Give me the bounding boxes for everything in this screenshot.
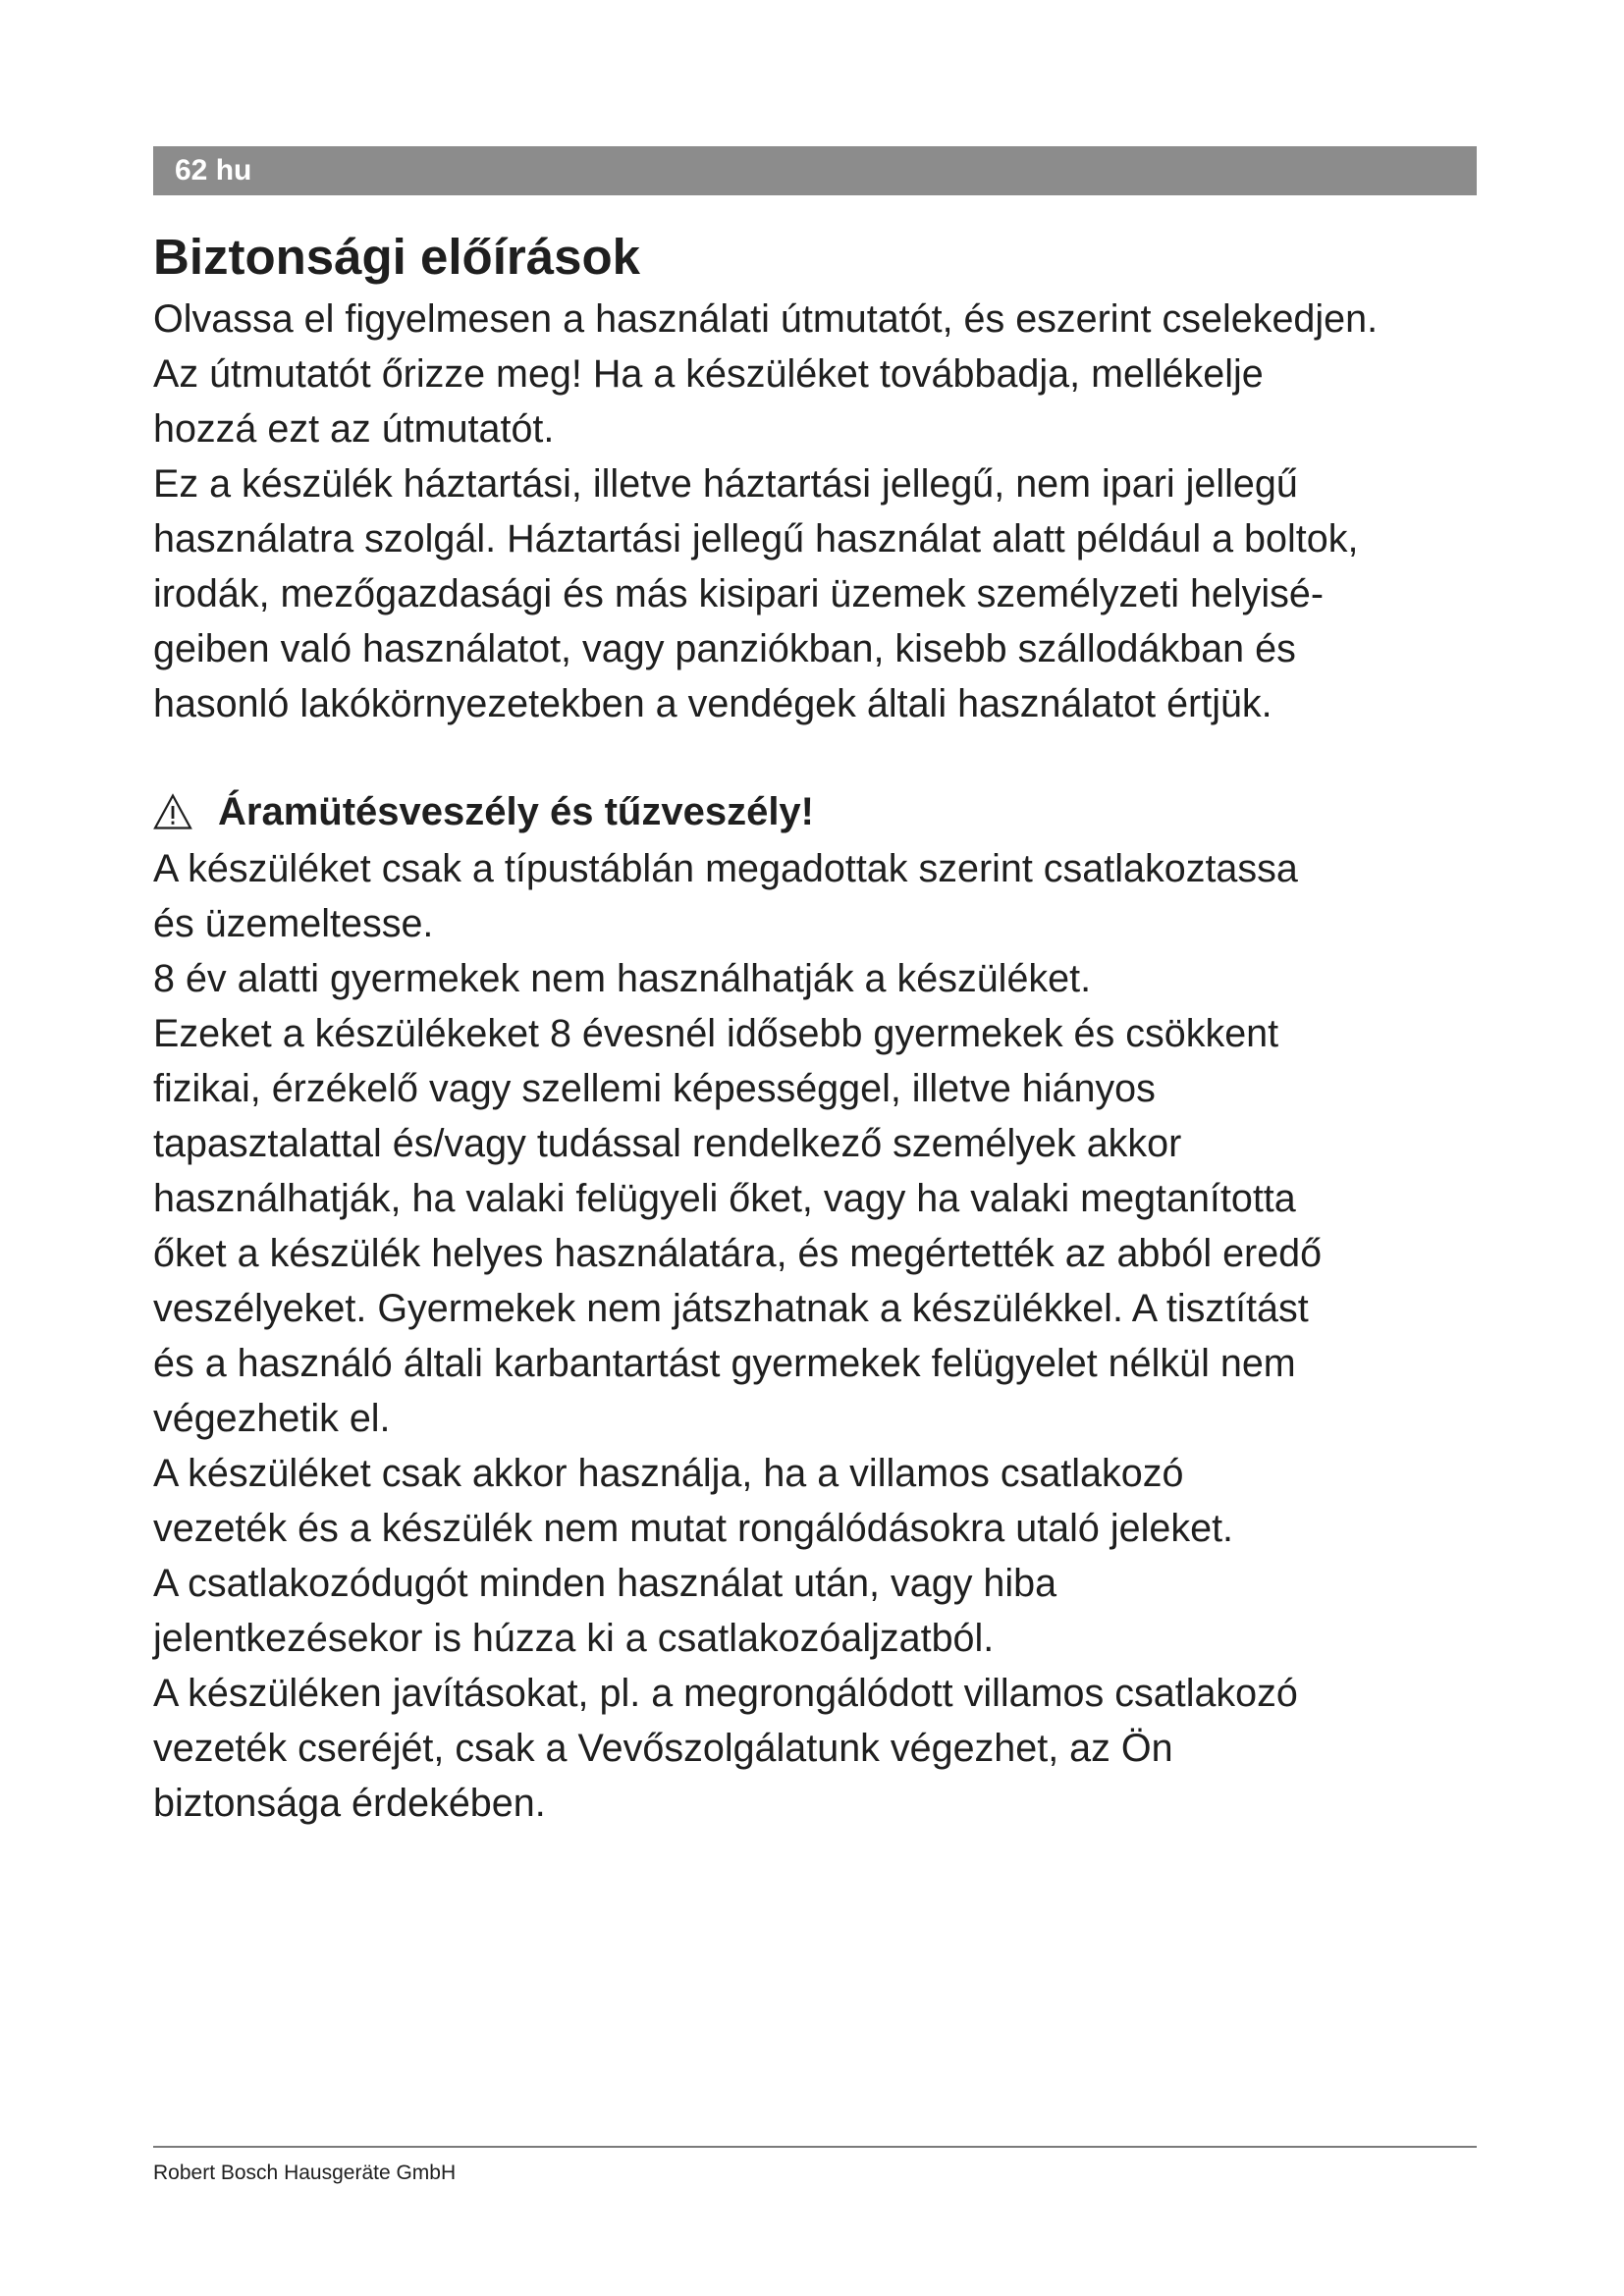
warning-line: A készüléket csak akkor használja, ha a villamos csatlakozó [153, 1452, 1184, 1495]
intro-line: irodák, mezőgazdasági és más kisipari üzemek személyzeti helyisé- [153, 572, 1325, 615]
footer-divider [153, 2146, 1477, 2148]
intro-line: Ez a készülék háztartási, illetve háztartási jellegű, nem ipari jellegű [153, 462, 1298, 506]
intro-line: geiben való használatot, vagy panziókban, kisebb szállodákban és [153, 627, 1296, 670]
warning-line: és üzemeltesse. [153, 902, 434, 945]
warning-triangle-icon [153, 793, 192, 830]
warning-line: biztonsága érdekében. [153, 1782, 546, 1825]
warning-line: és a használó általi karbantartást gyermekek felügyelet nélkül nem [153, 1342, 1296, 1385]
intro-section [153, 292, 1378, 731]
warning-line: használhatják, ha valaki felügyeli őket, vagy ha valaki megtanította [153, 1177, 1296, 1220]
intro-line: hozzá ezt az útmutatót. [153, 407, 555, 451]
warning-line: Ezeket a készülékeket 8 évesnél idősebb gyermekek és csökkent [153, 1012, 1279, 1055]
warning-line: A készüléket csak a típustáblán megadottak szerint csatlakoztassa [153, 847, 1298, 890]
warning-heading [153, 782, 814, 841]
intro-line: használatra szolgál. Háztartási jellegű használat alatt például a boltok, [153, 517, 1359, 561]
warning-line: veszélyeket. Gyermekek nem játszhatnak a készülékkel. A tisztítást [153, 1287, 1309, 1330]
warning-line: 8 év alatti gyermekek nem használhatják a készüléket. [153, 957, 1092, 1000]
warning-section [153, 841, 1322, 1831]
warning-line: végezhetik el. [153, 1397, 391, 1440]
intro-line: hasonló lakókörnyezetekben a vendégek általi használatot értjük. [153, 682, 1272, 725]
page-header-bar [153, 146, 1477, 195]
page-title: Biztonsági előírások [153, 229, 640, 285]
warning-line: A csatlakozódugót minden használat után, vagy hiba [153, 1562, 1057, 1605]
footer-company: Robert Bosch Hausgeräte GmbH [153, 2162, 457, 2184]
warning-line: jelentkezésekor is húzza ki a csatlakozóaljzatból. [153, 1617, 995, 1660]
warning-line: A készüléken javításokat, pl. a megrongálódott villamos csatlakozó [153, 1672, 1298, 1715]
warning-line: fizikai, érzékelő vagy szellemi képességgel, illetve hiányos [153, 1067, 1156, 1110]
intro-line: Olvassa el figyelmesen a használati útmutatót, és eszerint cselekedjen. [153, 297, 1379, 341]
page-number-label: 62 hu [175, 154, 252, 187]
intro-line: Az útmutatót őrizze meg! Ha a készüléket továbbadja, mellékelje [153, 352, 1264, 396]
warning-title: Áramütésveszély és tűzveszély! [218, 789, 814, 833]
warning-line: vezeték cseréjét, csak a Vevőszolgálatunk végezhet, az Ön [153, 1727, 1173, 1770]
warning-line: őket a készülék helyes használatára, és megértették az abból eredő [153, 1232, 1323, 1275]
warning-line: tapasztalattal és/vagy tudással rendelkező személyek akkor [153, 1122, 1182, 1165]
warning-line: vezeték és a készülék nem mutat rongálódásokra utaló jeleket. [153, 1507, 1234, 1550]
